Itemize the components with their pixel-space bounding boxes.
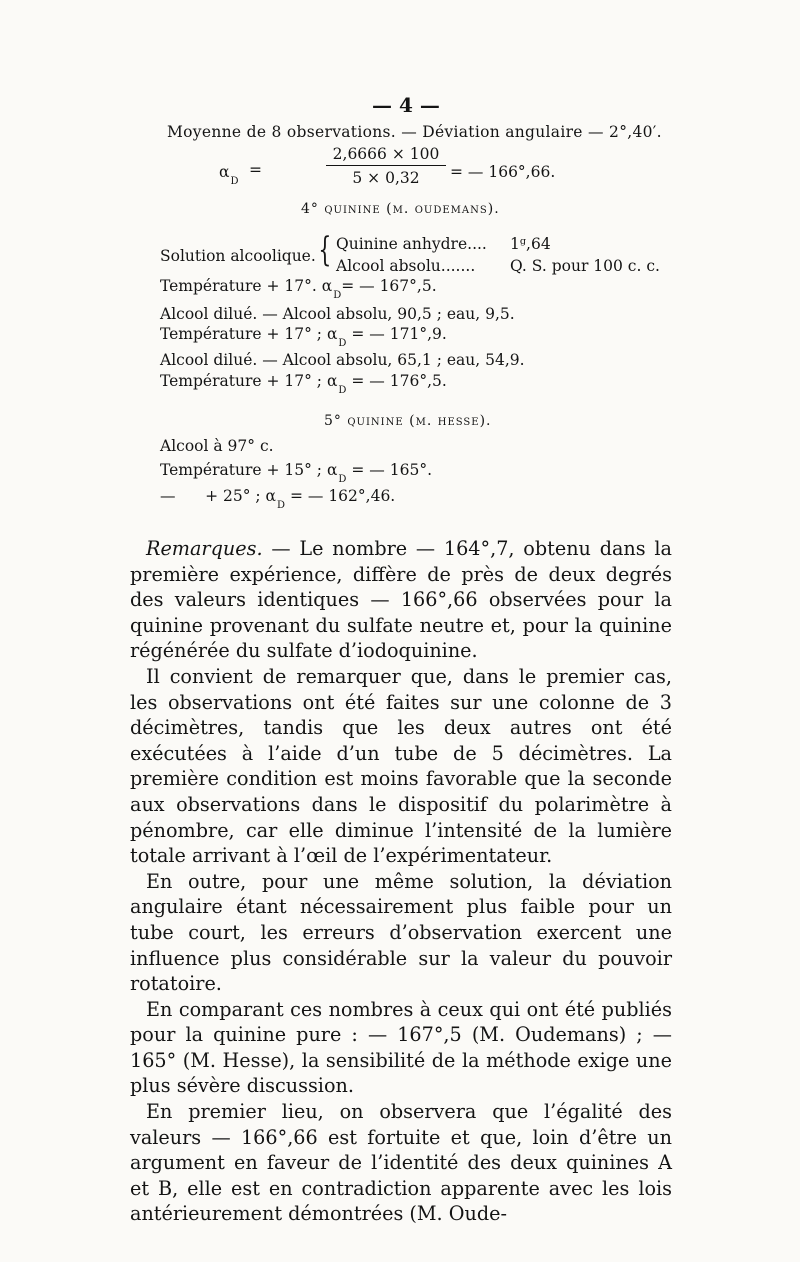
temperature-line-5: — + 25° ; $\alpha_D$ = — 162°,46. <box>160 487 396 511</box>
page-number: — 4 — <box>372 93 440 117</box>
formula-result: = — 166°,66. <box>450 163 556 181</box>
paragraph-en-premier-lieu: En premier lieu, on observera que l’égalité des valeurs — 166°,66 est fortuite et que, loin d’être un argument en faveur de l’identité des deux quinines A et B, elle est en contradiction apparente avec les lois antérieurement démontrées (M. Oude- <box>130 1100 672 1226</box>
formula-fraction <box>326 145 446 187</box>
formula-numerator: 2,6666 × 100 <box>326 145 446 166</box>
solution-label: Solution alcoolique. <box>160 247 316 265</box>
formula-equals: = <box>249 161 262 179</box>
alcool-dilue-line-1: Alcool dilué. — Alcool absolu, 90,5 ; eau, 9,5. <box>160 305 515 323</box>
section-5-title: 5° quinine (m. hesse). <box>324 413 492 429</box>
paragraph-en-comparant: En comparant ces nombres à ceux qui ont été publiés pour la quinine pure : — 167°,5 (M. Oudemans) ; — 165° (M. Hesse), la sensibilité de la méthode exige une plus sévère discussion. <box>130 997 672 1098</box>
section-4-title: 4° quinine (m. oudemans). <box>301 201 500 217</box>
temperature-line-3: Température + 17° ; $\alpha_D$ = — 176°,5. <box>160 372 447 396</box>
paragraph-convient: Il convient de remarquer que, dans le premier cas, les observations ont été faites sur une colonne de 3 décimètres, tandis que les deux autres ont été exécutées à l’aide d’un tube de 5 décimètres. La première condition est moins favorable que la seconde aux observations dans le dispositif du polarimètre à pénombre, car elle diminue l’intensité de la lumière totale arrivant à l’œil de l’expérimentateur. <box>130 664 672 868</box>
temperature-line-1: Température + 17°. $\alpha_D=$ — 167°,5. <box>160 277 437 301</box>
formula-denominator: 5 × 0,32 <box>352 169 420 187</box>
solution-row1-name: Quinine anhydre.... <box>336 235 487 253</box>
brace-symbol: { <box>318 230 332 270</box>
solution-row2-name: Alcool absolu....... <box>336 257 476 275</box>
solution-row1-value: 1ᵍ,64 <box>510 235 551 253</box>
temperature-line-2: Température + 17° ; $\alpha_D$ = — 171°,9. <box>160 325 447 349</box>
alcool-97-line: Alcool à 97° c. <box>160 437 274 455</box>
alcool-dilue-line-2: Alcool dilué. — Alcool absolu, 65,1 ; eau, 54,9. <box>160 351 525 369</box>
paragraph-en-outre: En outre, pour une même solution, la déviation angulaire étant nécessairement plus faible pour un tube court, les erreurs d’observation exercent une influence plus considérable sur la valeur du pouvoir rotatoire. <box>130 869 672 996</box>
paragraph-remarques: Remarques. — Le nombre — 164°,7, obtenu dans la première expérience, diffère de près de deux degrés des valeurs identiques — 166°,66 observées pour la quinine provenant du sulfate neutre et, pour la quinine régénérée du sulfate d’iodoquinine. <box>130 537 672 663</box>
formula-lhs: $\alpha_D$ <box>219 163 239 187</box>
moyenne-line: Moyenne de 8 observations. — Déviation angulaire — 2°,40′. <box>167 123 662 141</box>
temperature-line-4: Température + 15° ; $\alpha_D$ = — 165°. <box>160 461 432 485</box>
solution-row2-value: Q. S. pour 100 c. c. <box>510 257 660 275</box>
body-text <box>130 536 672 1227</box>
